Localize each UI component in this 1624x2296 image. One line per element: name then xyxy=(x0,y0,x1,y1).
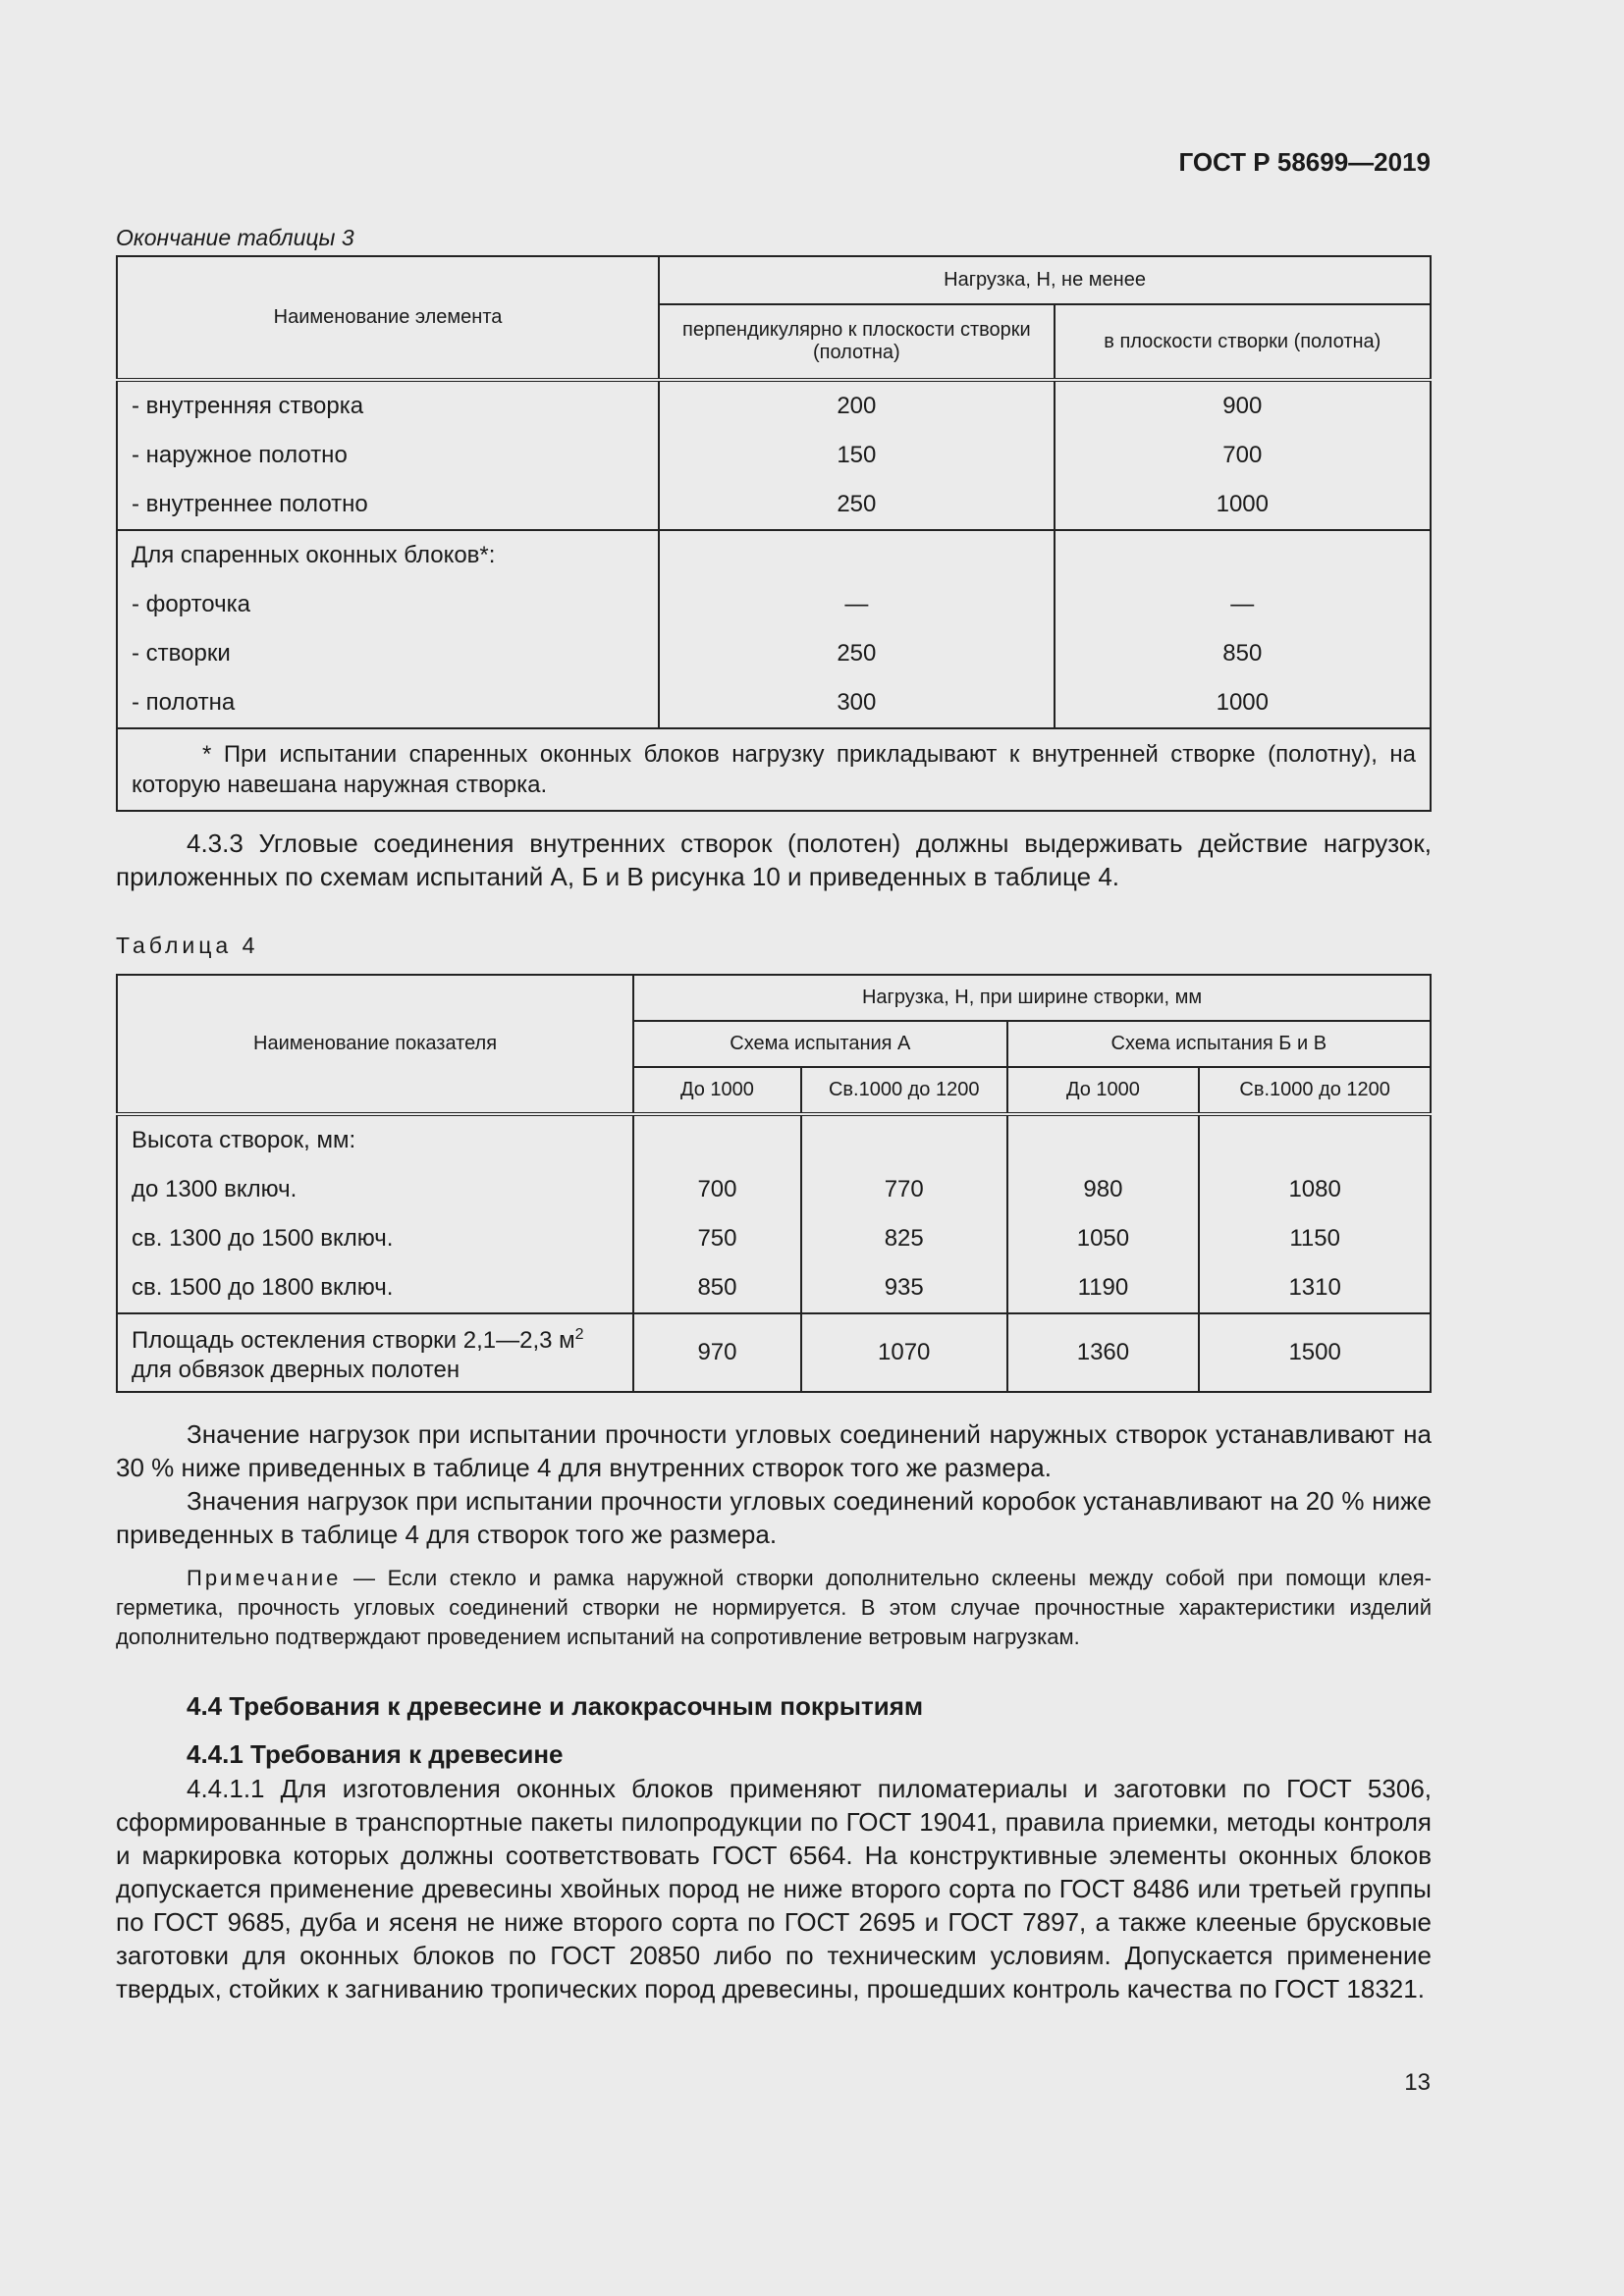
row-label: - форточка xyxy=(117,580,659,629)
table3-header-name: Наименование элемента xyxy=(117,256,659,380)
group-title: Высота створок, мм: xyxy=(117,1114,633,1165)
cell-value: 825 xyxy=(801,1214,1007,1263)
cell-value: 1190 xyxy=(1007,1263,1200,1313)
cell-value: 300 xyxy=(659,678,1055,728)
table-row xyxy=(117,380,1431,431)
row-label: - внутреннее полотно xyxy=(117,480,659,530)
table-row xyxy=(117,1313,1431,1392)
cell-value: 1360 xyxy=(1007,1313,1200,1392)
table3-header-perpendicular: перпендикулярно к плоскости створки (полотна) xyxy=(659,304,1055,380)
cell-value: 935 xyxy=(801,1263,1007,1313)
table3-header-load: Нагрузка, Н, не менее xyxy=(659,256,1431,304)
cell-value: 770 xyxy=(801,1165,1007,1214)
table4-header-name: Наименование показателя xyxy=(117,975,633,1114)
cell-value: 970 xyxy=(633,1313,801,1392)
cell-value: 900 xyxy=(1055,380,1431,431)
table4-subheader: До 1000 xyxy=(633,1067,801,1114)
table-row xyxy=(117,629,1431,678)
row-label: св. 1500 до 1800 включ. xyxy=(117,1263,633,1313)
table4-subheader: До 1000 xyxy=(1007,1067,1200,1114)
table-row xyxy=(117,1263,1431,1313)
table-row xyxy=(117,431,1431,480)
section-heading-4-4: 4.4 Требования к древесине и лакокрасочным покрытиям xyxy=(187,1691,924,1721)
table-row xyxy=(117,1214,1431,1263)
table4-subheader: Св.1000 до 1200 xyxy=(801,1067,1007,1114)
row-label: Площадь остекления створки 2,1—2,3 $м^2$ для обвязок дверных полотен xyxy=(117,1313,633,1392)
group-title: Для спаренных оконных блоков*: xyxy=(117,530,659,580)
standard-designation: ГОСТ Р 58699—2019 xyxy=(1178,147,1431,177)
table-row xyxy=(117,1114,1431,1165)
paragraph-frames: Значения нагрузок при испытании прочности угловых соединений коробок устанавливают на 20 % ниже приведенных в таблице 4 для створок того же размера. xyxy=(116,1486,1432,1549)
table-4 xyxy=(116,974,1432,1393)
cell-value: 750 xyxy=(633,1214,801,1263)
paragraph-outer-sashes: Значение нагрузок при испытании прочности угловых соединений наружных створок устанавливают на 30 % ниже приведенных в таблице 4 для внутренних створок того же размера. xyxy=(116,1419,1432,1482)
row-label: - внутренняя створка xyxy=(117,380,659,431)
table4-header-scheme-a: Схема испытания А xyxy=(633,1021,1006,1067)
page-number: 13 xyxy=(1404,2069,1431,2096)
cell-value: 700 xyxy=(633,1165,801,1214)
paragraph-4-3-3: 4.3.3 Угловые соединения внутренних створок (полотен) должны выдерживать действие нагрузок, приложенных по схемам испытаний А, Б и В рисунка 10 и приведенных в таблице 4. xyxy=(116,828,1432,891)
table4-header-load: Нагрузка, Н, при ширине створки, мм xyxy=(633,975,1431,1021)
row-label: - створки xyxy=(117,629,659,678)
row-label: св. 1300 до 1500 включ. xyxy=(117,1214,633,1263)
section-heading-4-4-1: 4.4.1 Требования к древесине xyxy=(187,1739,564,1769)
note-paragraph: Примечание — Если стекло и рамка наружной створки дополнительно склеены между собой при помощи клея-герметика, прочность угловых соединений створки не нормируется. В этом случае прочностные характеристики изделий дополнительно подтверждают проведением испытаний на сопротивление ветровым нагрузкам. xyxy=(116,1566,1432,1649)
cell-value: 150 xyxy=(659,431,1055,480)
row-label: - наружное полотно xyxy=(117,431,659,480)
cell-value: 1080 xyxy=(1199,1165,1431,1214)
table-row xyxy=(117,678,1431,728)
cell-value: 1310 xyxy=(1199,1263,1431,1313)
cell-value: 1000 xyxy=(1055,678,1431,728)
cell-value: 1070 xyxy=(801,1313,1007,1392)
table3-footnote: * При испытании спаренных оконных блоков нагрузку прикладывают к внутренней створке (полотну), на которую навешана наружная створка. xyxy=(117,728,1431,811)
cell-value: 200 xyxy=(659,380,1055,431)
cell-value: 250 xyxy=(659,629,1055,678)
cell-value: — xyxy=(659,580,1055,629)
table3-footnote-row xyxy=(117,728,1431,811)
cell-value: 850 xyxy=(633,1263,801,1313)
table3-header-in-plane: в плоскости створки (полотна) xyxy=(1055,304,1431,380)
table4-subheader: Св.1000 до 1200 xyxy=(1199,1067,1431,1114)
table-row xyxy=(117,1165,1431,1214)
cell-value: 850 xyxy=(1055,629,1431,678)
cell-value: 250 xyxy=(659,480,1055,530)
cell-value: 1050 xyxy=(1007,1214,1200,1263)
table4-header-scheme-bv: Схема испытания Б и В xyxy=(1007,1021,1431,1067)
table4-caption: Таблица 4 xyxy=(116,933,259,958)
cell-value: 1000 xyxy=(1055,480,1431,530)
row-label: - полотна xyxy=(117,678,659,728)
table3-caption: Окончание таблицы 3 xyxy=(116,225,354,250)
cell-value: — xyxy=(1055,580,1431,629)
table-row xyxy=(117,530,1431,580)
cell-value: 1150 xyxy=(1199,1214,1431,1263)
table-row xyxy=(117,580,1431,629)
table-3 xyxy=(116,255,1432,812)
cell-value: 700 xyxy=(1055,431,1431,480)
row-label: до 1300 включ. xyxy=(117,1165,633,1214)
table-row xyxy=(117,480,1431,530)
cell-value: 980 xyxy=(1007,1165,1200,1214)
paragraph-4-4-1-1: 4.4.1.1 Для изготовления оконных блоков применяют пиломатериалы и заготовки по ГОСТ 5306, сформированные в транспортные пакеты пилопродукции по ГОСТ 19041, правила приемки, методы контроля и маркировка которых должны соответствовать ГОСТ 6564. На конструктивные элементы оконных блоков допускается применение древесины хвойных пород не ниже второго сорта по ГОСТ 8486 или третьей группы по ГОСТ 9685, дуба и ясеня не ниже второго сорта по ГОСТ 2695 и ГОСТ 7897, а также клееные брусковые заготовки для оконных блоков по ГОСТ 20850 либо по техническим условиям. Допускается применение твердых, стойких к загниванию тропических пород древесины, прошедших контроль качества по ГОСТ 18321. xyxy=(116,1774,1432,2003)
cell-value: 1500 xyxy=(1199,1313,1431,1392)
